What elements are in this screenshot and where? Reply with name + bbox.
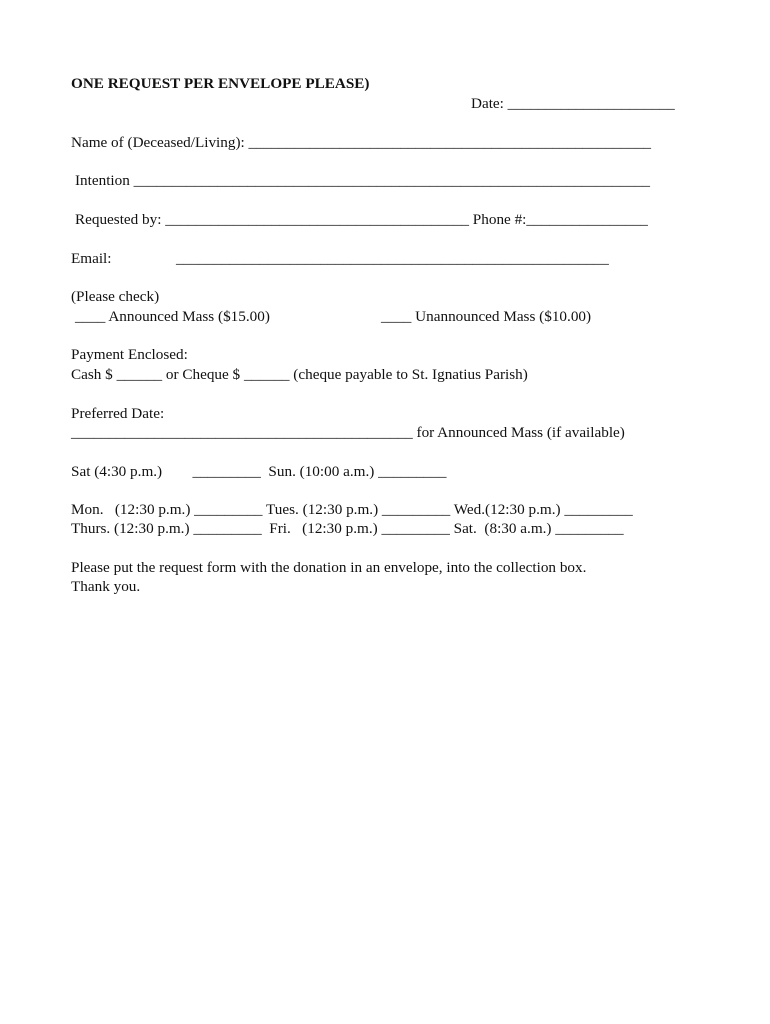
weekend-times-field[interactable]: Sat (4:30 p.m.) _________ Sun. (10:00 a.m.) _________ (71, 463, 447, 480)
weekday-times-row-2[interactable]: Thurs. (12:30 p.m.) _________ Fri. (12:30 p.m.) _________ Sat. (8:30 a.m.) _________ (71, 520, 624, 537)
instructions-text: Please put the request form with the donation in an envelope, into the collection box. (71, 559, 587, 576)
form-title: ONE REQUEST PER ENVELOPE PLEASE) (71, 75, 370, 92)
announced-mass-option[interactable]: ____ Announced Mass ($15.00) (75, 308, 270, 325)
thank-you-text: Thank you. (71, 578, 141, 595)
name-field[interactable]: Name of (Deceased/Living): _____________________________________________________ (71, 134, 652, 151)
preferred-date-field[interactable]: _____________________________________________ for Announced Mass (if available) (71, 424, 625, 441)
payment-label: Payment Enclosed: (71, 346, 188, 363)
unannounced-mass-option[interactable]: ____ Unannounced Mass ($10.00) (381, 308, 592, 325)
payment-field[interactable]: Cash $ ______ or Cheque $ ______ (cheque payable to St. Ignatius Parish) (71, 366, 528, 383)
preferred-date-label: Preferred Date: (71, 405, 165, 422)
email-field[interactable]: _________________________________________________________ (176, 250, 609, 267)
date-field[interactable]: Date: ______________________ (471, 95, 675, 112)
weekday-times-row-1[interactable]: Mon. (12:30 p.m.) _________ Tues. (12:30 p.m.) _________ Wed.(12:30 p.m.) _________ (71, 501, 633, 518)
please-check-label: (Please check) (71, 288, 160, 305)
intention-field[interactable]: Intention ____________________________________________________________________ (75, 172, 651, 189)
requested-by-phone-field[interactable]: Requested by: ________________________________________ Phone #:________________ (75, 211, 648, 228)
email-label: Email: (71, 250, 112, 267)
